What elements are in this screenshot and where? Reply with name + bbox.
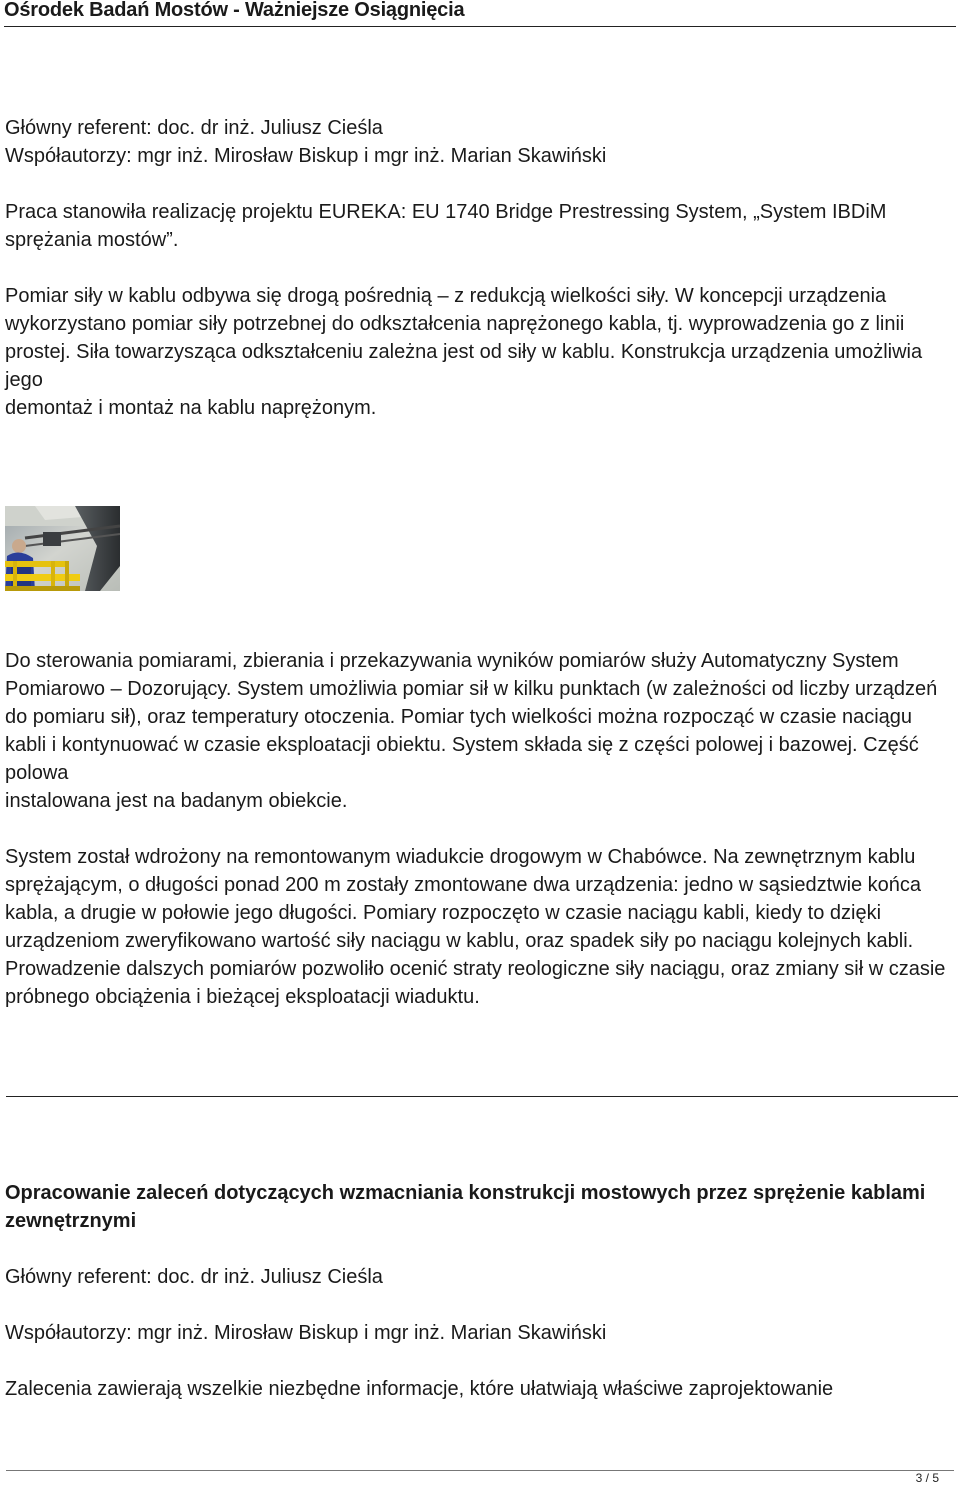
project-paragraph xyxy=(5,198,954,254)
system-paragraph xyxy=(5,647,954,815)
project-text: Praca stanowiła realizację projektu EUREKA: EU 1740 Bridge Prestressing System, „System IBDiM sprężania mostów”. xyxy=(5,201,887,251)
section2-lead-referent xyxy=(5,1263,954,1291)
measurement-text-end: demontaż i montaż na kablu naprężonym. xyxy=(5,397,377,419)
authors-block xyxy=(5,114,954,170)
coauthors-2: Współautorzy: mgr inż. Mirosław Biskup i mgr inż. Marian Skawiński xyxy=(5,1322,607,1344)
section2-coauthors xyxy=(5,1319,954,1347)
page-title: Ośrodek Badań Mostów - Ważniejsze Osiągnięcia xyxy=(4,0,465,21)
coauthors: Współautorzy: mgr inż. Mirosław Biskup i mgr inż. Marian Skawiński xyxy=(5,145,607,167)
system-text: Do sterowania pomiarami, zbierania i przekazywania wyników pomiarów służy Automatyczny System Pomiarowo – Dozorujący. System umożliwia pomiar sił w kilku punktach (w zależności od liczby urządzeń do pomiaru sił), oraz temperatury otoczenia. Pomiar tych wielkości można rozpocząć w czasie naciągu kabli i kontynuować w czasie eksploatacji obiektu. System składa się z części polowej i bazowej. Część polowa xyxy=(5,650,938,784)
section-divider xyxy=(6,1096,958,1097)
deployment-paragraph xyxy=(5,843,954,1011)
bridge-cable-installation-photo-icon xyxy=(5,506,120,591)
section-heading: Opracowanie zaleceń dotyczących wzmacniania konstrukcji mostowych przez sprężenie kablami zewnętrznymi xyxy=(5,1182,926,1232)
cable-device-photo xyxy=(5,506,120,591)
lead-referent-2: Główny referent: doc. dr inż. Juliusz Cieśla xyxy=(5,1266,383,1288)
measurement-paragraph xyxy=(5,282,954,422)
recommendations-paragraph xyxy=(5,1375,954,1403)
header-divider xyxy=(4,26,956,27)
footer-divider xyxy=(6,1470,954,1471)
lead-referent: Główny referent: doc. dr inż. Juliusz Cieśla xyxy=(5,117,383,139)
system-text-end: instalowana jest na badanym obiekcie. xyxy=(5,790,348,812)
page-number: 3 / 5 xyxy=(915,1471,939,1485)
recommendations-text: Zalecenia zawierają wszelkie niezbędne informacje, które ułatwiają właściwe zaprojektowanie xyxy=(5,1378,834,1400)
measurement-text: Pomiar siły w kablu odbywa się drogą pośrednią – z redukcją wielkości siły. W koncepcji urządzenia wykorzystano pomiar siły potrzebnej do odkształcenia naprężonego kabla, tj. wyprowadzenia go z linii prostej. Siła towarzysząca odkształceniu zależna jest od siły w kablu. Konstrukcja urządzenia umożliwia jego xyxy=(5,285,923,391)
deployment-text: System został wdrożony na remontowanym wiadukcie drogowym w Chabówce. Na zewnętrznym kablu sprężającym, o długości ponad 200 m zostały zmontowane dwa urządzenia: jedno w sąsiedztwie końca kabla, a drugie w połowie jego długości. Pomiary rozpoczęto w czasie naciągu kabli, kiedy to dzięki urządzeniom zweryfikowano wartość siły naciągu w kablu, oraz spadek siły po naciągu kolejnych kabli. Prowadzenie dalszych pomiarów pozwoliło ocenić straty reologiczne siły naciągu, oraz zmiany sił w czasie próbnego obciążenia i bieżącej eksploatacji wiaduktu. xyxy=(5,846,946,1008)
